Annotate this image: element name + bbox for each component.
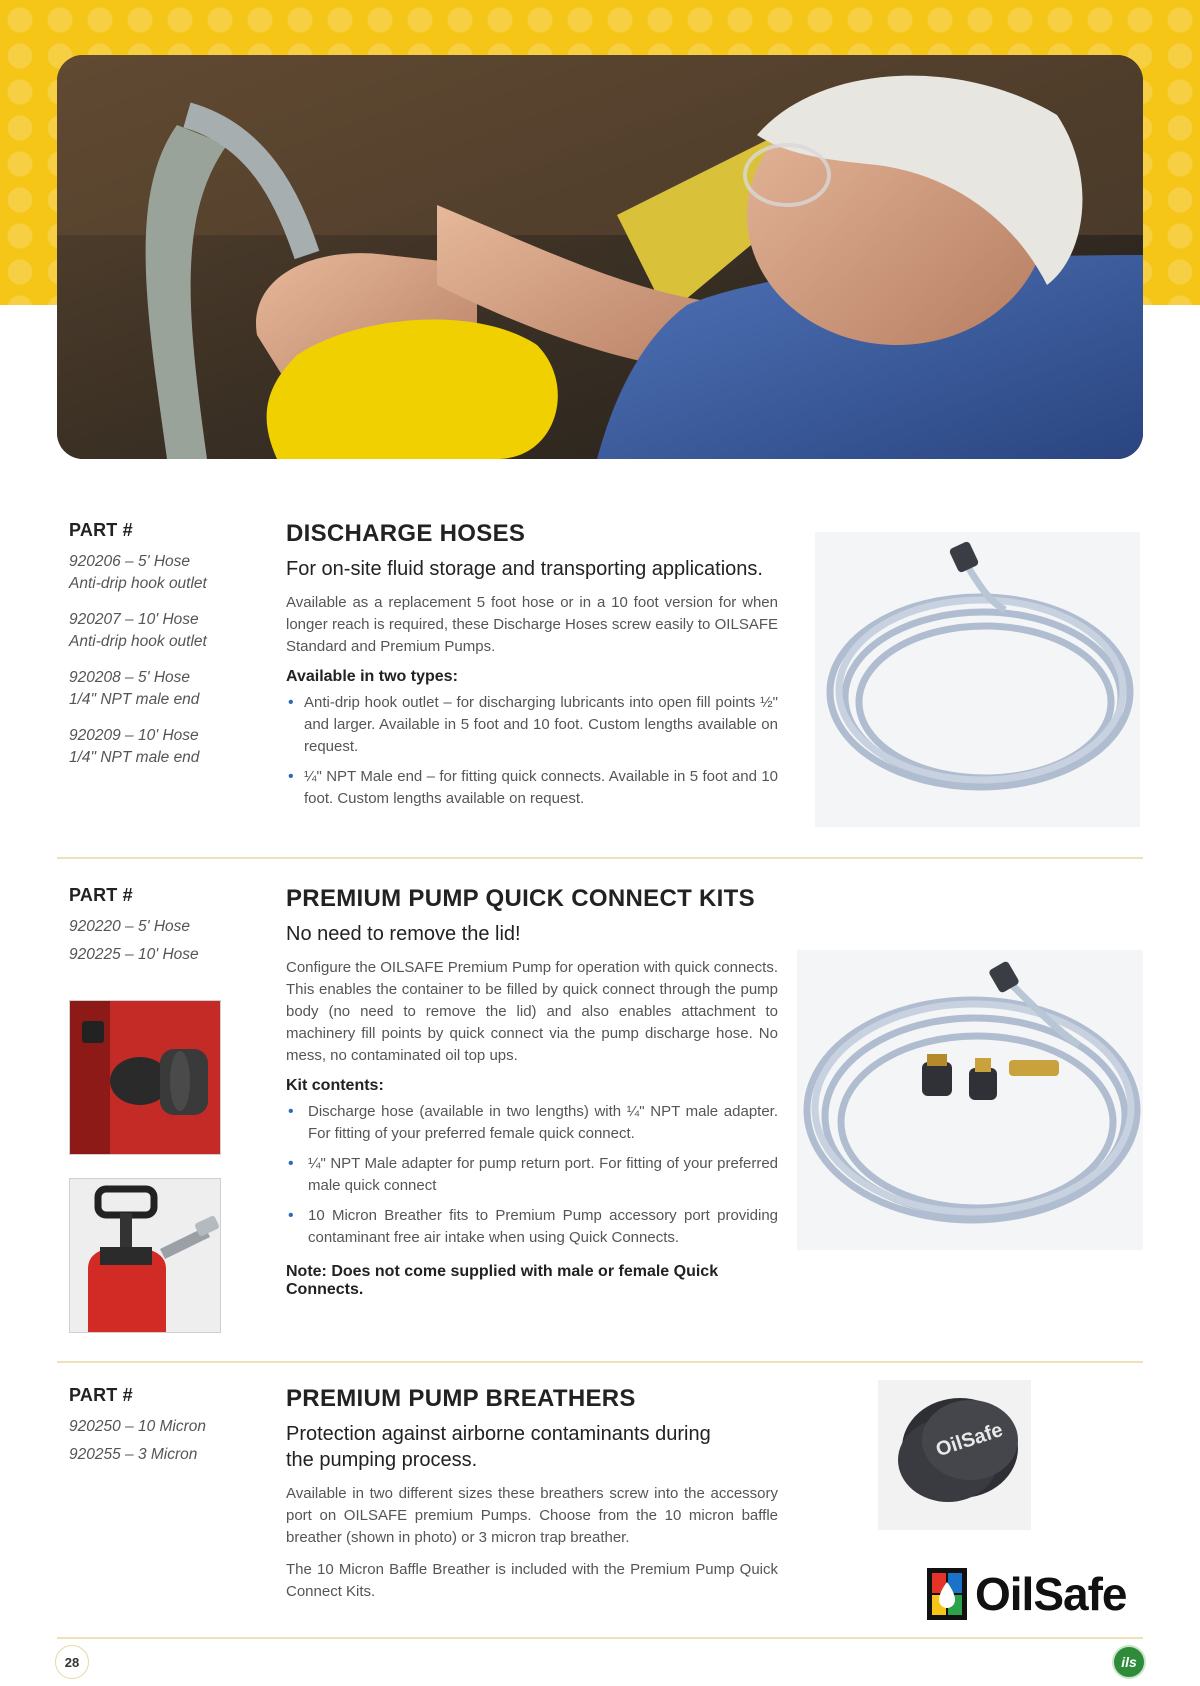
list-item: • 10 Micron Breather fits to Premium Pump accessory port providing contaminant free air intake when using Quick Connects. bbox=[288, 1207, 778, 1246]
bullet-icon: • bbox=[288, 1207, 294, 1224]
section-subtitle: For on-site fluid storage and transporting applications. bbox=[286, 558, 763, 580]
part-item: 920208 – 5' Hose 1/4" NPT male end bbox=[69, 669, 200, 708]
list-label: Available in two types: bbox=[286, 668, 458, 685]
divider bbox=[57, 1361, 1143, 1363]
part-item: 920225 – 10' Hose bbox=[69, 946, 199, 963]
pump-breather-icon bbox=[70, 1001, 221, 1155]
breather-cap-photo bbox=[878, 1380, 1031, 1530]
section-title: PREMIUM PUMP QUICK CONNECT KITS bbox=[286, 885, 755, 912]
coiled-hose-icon bbox=[815, 532, 1140, 827]
section-discharge-hoses bbox=[57, 520, 1143, 830]
oilsafe-logo bbox=[927, 1568, 1142, 1620]
part-heading: PART # bbox=[69, 1385, 133, 1405]
quick-connect-kit-photo bbox=[797, 950, 1143, 1250]
section-title: PREMIUM PUMP BREATHERS bbox=[286, 1385, 636, 1412]
list-item: • Discharge hose (available in two lengths) with ¼" NPT male adapter. For fitting of your preferred female quick connect. bbox=[288, 1103, 778, 1142]
section-body bbox=[286, 1385, 778, 1613]
list-item: • ¼" NPT Male end – for fitting quick connects. Available in 5 foot and 10 foot. Custom lengths available on request. bbox=[288, 768, 778, 807]
section-paragraph: Available in two different sizes these breathers screw into the accessory port on OILSAFE premium Pumps. Choose from the 10 micron baffle breather (shown in photo) or 3 micron trap breather. bbox=[286, 1485, 778, 1546]
part-heading: PART # bbox=[69, 885, 133, 905]
footer-divider bbox=[57, 1637, 1143, 1639]
quick-connect-kit-icon bbox=[797, 950, 1143, 1250]
part-heading: PART # bbox=[69, 520, 133, 540]
list-item: • Anti-drip hook outlet – for discharging lubricants into open fill points ½" and larger. Available in 5 foot and 10 foot. Custom lengths available on request. bbox=[288, 694, 778, 755]
section-paragraph: Available as a replacement 5 foot hose or in a 10 foot version for when longer reach is required, these Discharge Hoses screw easily to OILSAFE Standard and Premium Pumps. bbox=[286, 594, 778, 655]
bullet-list bbox=[286, 692, 778, 810]
breather-cap-icon bbox=[878, 1380, 1031, 1530]
bullet-icon: • bbox=[288, 694, 294, 711]
bullet-icon: • bbox=[288, 768, 294, 785]
part-list bbox=[69, 1385, 269, 1472]
oilsafe-logo-text: OilSafe bbox=[975, 1568, 1127, 1620]
section-body bbox=[286, 885, 778, 1299]
part-item: 920206 – 5' Hose Anti-drip hook outlet bbox=[69, 553, 207, 592]
section-paragraph: Configure the OILSAFE Premium Pump for operation with quick connects. This enables the container to be filled by quick connect through the pump body (no need to remove the lid) and also enables attachment to machinery fill points by quick connect via the pump discharge hose. No mess, no contaminated oil top ups. bbox=[286, 959, 778, 1064]
section-title: DISCHARGE HOSES bbox=[286, 520, 526, 547]
section-subtitle: No need to remove the lid! bbox=[286, 923, 521, 945]
part-list bbox=[69, 885, 269, 972]
oilsafe-logo-icon bbox=[927, 1568, 967, 1620]
section-body bbox=[286, 520, 778, 818]
breather-cap-label: OilSafe bbox=[933, 1418, 1006, 1462]
section-quick-connect-kits bbox=[57, 885, 1143, 1335]
pump-quick-connect-icon bbox=[70, 1179, 221, 1333]
part-list bbox=[69, 520, 269, 783]
hero-photo bbox=[57, 55, 1143, 459]
list-label: Kit contents: bbox=[286, 1077, 384, 1094]
bullet-icon: • bbox=[288, 1155, 294, 1172]
bullet-list bbox=[286, 1101, 778, 1249]
divider bbox=[57, 857, 1143, 859]
part-item: 920250 – 10 Micron bbox=[69, 1418, 207, 1435]
section-note: Note: Does not come supplied with male or female Quick Connects. bbox=[286, 1263, 719, 1298]
section-subtitle: Protection against airborne contaminants during the pumping process. bbox=[286, 1423, 711, 1471]
part-item: 920209 – 10' Hose 1/4" NPT male end bbox=[69, 727, 200, 766]
part-item: 920255 – 3 Micron bbox=[69, 1446, 198, 1463]
page-number: 28 bbox=[55, 1645, 89, 1679]
part-item: 920220 – 5' Hose bbox=[69, 918, 191, 935]
bullet-icon: • bbox=[288, 1103, 294, 1120]
pump-breather-closeup-photo bbox=[69, 1000, 221, 1155]
pump-quick-connect-photo bbox=[69, 1178, 221, 1333]
part-item: 920207 – 10' Hose Anti-drip hook outlet bbox=[69, 611, 207, 650]
section-paragraph: The 10 Micron Baffle Breather is included with the Premium Pump Quick Connect Kits. bbox=[286, 1561, 778, 1600]
list-item: • ¼" NPT Male adapter for pump return port. For fitting of your preferred male quick connect bbox=[288, 1155, 778, 1194]
ils-badge-icon: ils bbox=[1112, 1645, 1146, 1679]
mechanic-with-hose-photo-icon bbox=[57, 55, 1143, 459]
coiled-hose-photo bbox=[815, 532, 1140, 827]
